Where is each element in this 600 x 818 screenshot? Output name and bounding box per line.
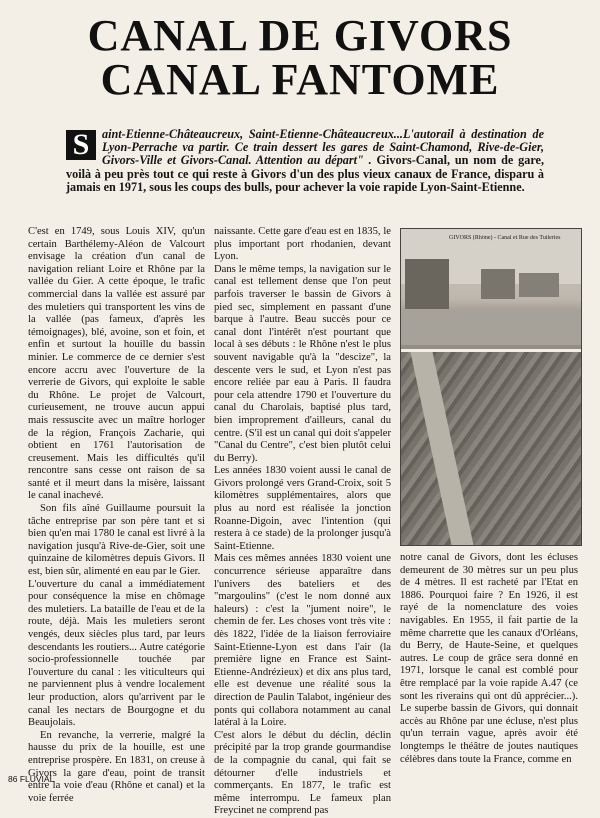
column-3 <box>400 552 578 766</box>
paragraph: Les années 1830 voient aussi le canal de Givors prolongé vers Grand-Croix, soit 5 kilomètres supplémentaires, alors que plus au nord est réalisée la jonction Roanne-Digoin, avec l'intention (qui restera à ce stade) de la prolonger jusqu'à Saint-Etienne. <box>214 465 391 552</box>
article-title <box>0 11 600 104</box>
drop-cap: S <box>66 130 96 160</box>
paragraph: Dans le même temps, la navigation sur le canal est tellement dense que l'on peut parfois traverser le bassin de Givors à pied sec, simplement en passant d'une barque à l'autre. Beau succès pour ce canal dont l'intérêt n'est pourtant que local à ses débuts : le Rhône n'est le plus souvent navigable qu'à la "descize", la descente vers le sud, et Lyon n'est pas encore reliée par eau à Paris. Il faudra pour cela attendre 1790 et l'ouverture du canal du Charolais, baptisé plus tard, bien improprement d'ailleurs, canal du centre. (S'il est un canal qui doit s'appeler "Canal du Centre", c'est bien plutôt celui du Berry). <box>214 263 391 464</box>
photo-canal-water <box>401 311 581 345</box>
photo-caption: GIVORS (Rhône) - Canal et Rue des Tuileries <box>449 235 561 241</box>
paragraph: C'est en 1749, sous Louis XIV, qu'un certain Barthélemy-Aléon de Valcourt envisage la création d'un canal de navigation reliant Loire et Rhône par la vallée du Gier. A cette époque, le trafic commercial dans la vallée est assuré par des muletiers qui transportent les vins de la vallée (pas fameux, d'après les témoignages), blé, avoine, son et foin, et enfin et surtout la houille du bassin minier. Le commerce de ce dernier s'est encore accru avec l'ouverture de la verrerie de Givors, qui exploite le sable du Rhône. Le projet de Valcourt, curieusement, ne trouve aucun appui mais ressuscite avec un maître horloger de la région, François Zacharie, qui obtient en 1761 l'autorisation de creusement. Mais les difficultés qu'il rencontre sans cesse ont raison de sa santé et il meurt dans la misère, laissant le canal inachevé. <box>28 226 205 502</box>
photo-building <box>405 259 449 309</box>
article-intro <box>66 128 544 194</box>
paragraph: Mais ces mêmes années 1830 voient une concurrence sérieuse apparaître dans l'univers des bateliers et des "margoulins" (c'est le nom donné aux haleurs) : c'est la "jument noire", le chemin de fer. Les choses vont très vite : dès 1822, l'idée de la liaison ferroviaire Saint-Etienne-Lyon est dans l'air (la première ligne en France est Saint-Etienne-Andrézieux) et dix ans plus tard, elle est devenue une réalité sous la direction de Paulin Talabot, ingénieur des ponts qui collabora notamment au canal latéral à la Loire. <box>214 553 391 729</box>
page-footer: 86 FLUVIAL <box>8 774 55 784</box>
paragraph: C'est alors le début du déclin, déclin précipité par la trop grande gourmandise de la compagnie du canal, qui fait se détourner d'elle industriels et commerçants. En 1877, le trafic est même interrompu. Le fameux plan Freycinet ne comprend pas <box>214 729 391 817</box>
paragraph: notre canal de Givors, dont les écluses demeurent de 30 mètres sur un peu plus de 4 mètres. Il est racheté par l'Etat en 1886. Pourquoi faire ? En 1926, il est rayé de la nomenclature des voies navigables. En 1955, il fait partie de la même charrette que les canaux d'Orléans, du Berry, de Haute-Seine, et quelques autres. Le coup de grâce sera donné en 1971, lorsque le canal est comblé pour être remplacé par la voie rapide A.47 (ce sont les riverains qui ont dû apprécier...). Le superbe bassin de Givors, qui donnait accès au Rhône par une écluse, n'est plus qu'un terrain vague, après avoir été longtemps le théâtre de joutes nautiques célèbres dans toute la France, comme en <box>400 552 578 765</box>
column-1 <box>28 226 205 805</box>
intro-italic: aint-Etienne-Châteaucreux, Saint-Etienne-Châteaucreux...L'autorail à destination de Lyon-Perrache va partir. Ce train dessert les gares de Saint-Chamond, Rive-de-Gier, Givors-Ville et Givors-Canal. Attention au départ" . <box>102 127 544 168</box>
historic-postcard-photo <box>400 228 582 546</box>
column-2 <box>214 226 391 818</box>
photo-building <box>519 273 559 297</box>
title-line-1: CANAL DE GIVORS <box>87 11 513 60</box>
title-line-2: CANAL FANTOME <box>100 55 500 104</box>
paragraph: L'ouverture du canal a immédiatement pour conséquence la mise en chômage des muletiers. La bataille de l'eau et de la route, déjà. Mais les muletiers seront vengés, deux siècles plus tard, par leurs descendants les routiers... Autre catégorie socio-professionnelle touchée par l'ouverture du canal : les viticulteurs qui ne parviennent plus à vendre localement leur production, alors qu'arrivent par le canal les nectars de Bourgogne et du Beaujolais. <box>28 578 205 729</box>
paragraph: naissante. Cette gare d'eau est en 1835, le plus important port rhodanien, devant Lyon. <box>214 226 391 263</box>
photo-building <box>481 269 515 299</box>
paragraph: En revanche, la verrerie, malgré la hausse du prix de la houille, est une entreprise prospère. En 1831, on creuse à Givors la gare d'eau, point de transit entre la voie d'eau (Rhône et canal) et la voie ferrée <box>28 729 205 804</box>
intro-body: Givors-Canal, un nom de gare, voilà à peu près tout ce qui reste à Givors d'un des plus vieux canaux de France, disparu à jamais en 1971, sous les coups des bulls, pour achever la voie rapide Lyon-Saint-Etienne. <box>66 153 544 194</box>
paragraph: Son fils aîné Guillaume poursuit la tâche entreprise par son père tant et si bien qu'en mai 1780 le canal est livré à la navigation jusqu'à Rive-de-Gier, soit une quinzaine de kilomètres depuis Givors. Il est, bien sûr, alimenté en eau par le Gier. <box>28 503 205 578</box>
